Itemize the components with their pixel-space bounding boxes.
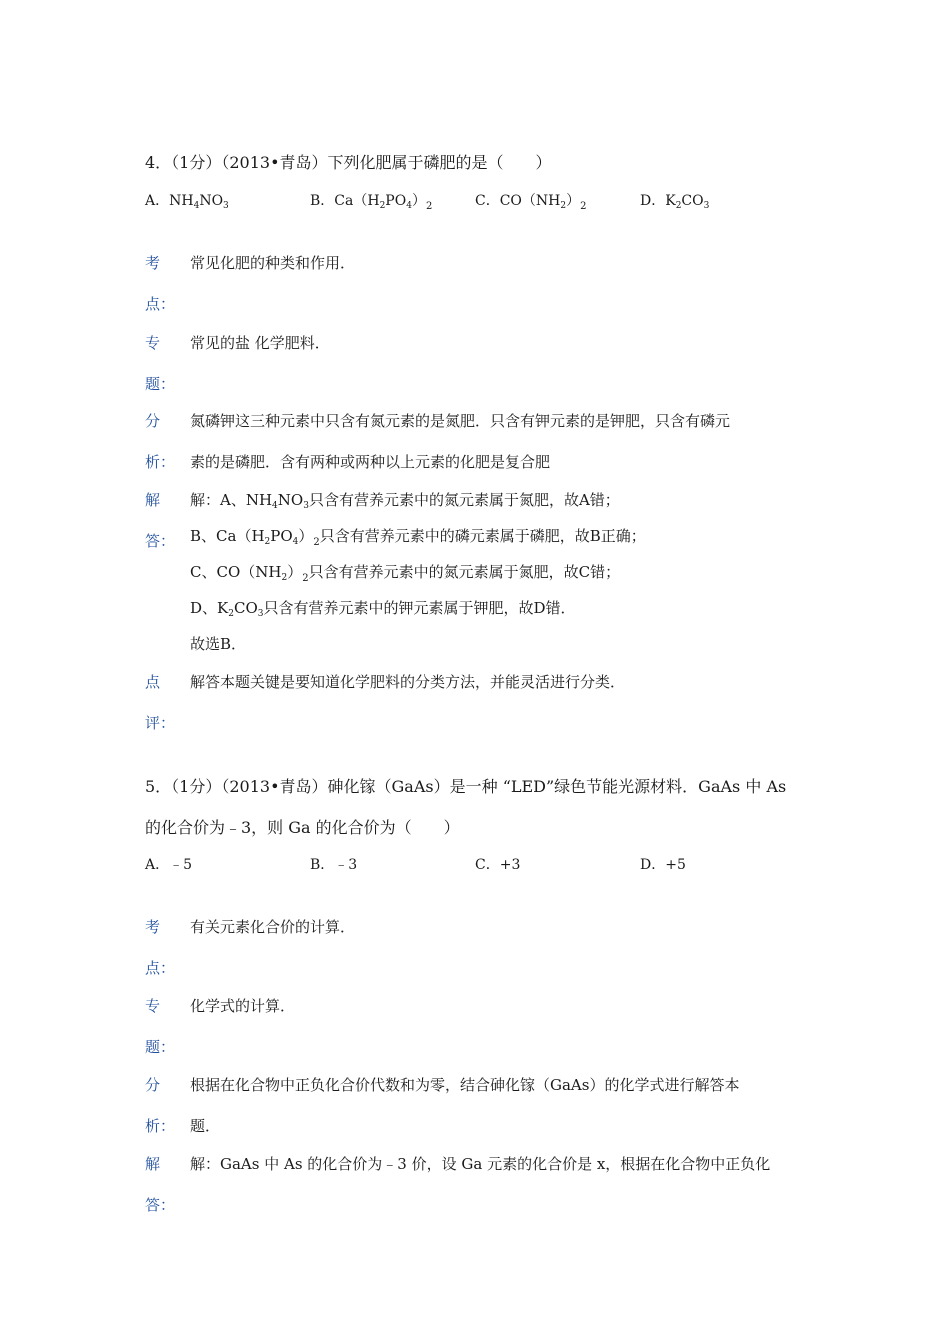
- q4-option-a-text: A．NH: [145, 193, 194, 209]
- q4-jieda-text: 只含有营养元素中的氮元素属于氮肥，故A错；: [308, 491, 620, 509]
- q4-jieda-text: 只含有营养元素中的钾元素属于钾肥，故D错．: [263, 599, 576, 617]
- q4-option-b-text: PO: [385, 193, 407, 209]
- q4-jieda-line-1: [190, 489, 620, 511]
- q4-jieda-sub: 2: [302, 573, 309, 584]
- q4-dianping-label: 评：: [145, 714, 176, 732]
- q4-jieda-text: ）: [298, 527, 314, 545]
- q4-jieda-label: 答：: [145, 532, 176, 550]
- q4-option-b-sub: 2: [425, 201, 433, 212]
- q4-zhuanti-label: 题：: [145, 375, 176, 393]
- q5-jieda-text: 解：GaAs 中 As 的化合价为﹣3 价，设 Ga 元素的化合价是 x，根据在化合物中正负化: [190, 1155, 771, 1173]
- question-5-stem: 的化合价为﹣3，则 Ga 的化合价为（ ）: [145, 818, 460, 837]
- q4-jieda-line-3: [190, 561, 620, 584]
- q4-option-c-sub: 2: [580, 201, 587, 212]
- q4-option-c-sub: 2: [560, 201, 567, 211]
- q4-jieda-sub: 4: [272, 501, 278, 511]
- q4-jieda-sub: 2: [264, 537, 271, 547]
- q4-jieda-text: 只含有营养元素中的磷元素属于磷肥，故B正确；: [319, 527, 646, 545]
- q4-dianping-label: 点: [145, 673, 161, 691]
- q4-jieda-text: 解：A、NH: [190, 491, 273, 509]
- q5-zhuanti-label: 题：: [145, 1038, 176, 1056]
- q5-fenxi-label: 析：: [145, 1117, 176, 1135]
- q5-jieda-label: 答：: [145, 1196, 176, 1214]
- question-5-stem: 5．（1分）（2013•青岛）砷化镓（GaAs）是一种 “LED”绿色节能光源材料．GaAs 中 As: [145, 777, 787, 796]
- q4-jieda-text: C、CO（NH: [190, 563, 282, 581]
- q4-option-d-sub: 3: [703, 201, 710, 211]
- q4-kaodian-label: 考: [145, 254, 161, 272]
- q4-jieda-line-2: [190, 525, 646, 548]
- q4-option-b: [310, 190, 432, 212]
- q4-option-c-text: C．CO（NH: [475, 193, 561, 209]
- q4-zhuanti-label: 专: [145, 334, 161, 352]
- q5-kaodian-label: 点：: [145, 959, 176, 977]
- q5-kaodian-label: 考: [145, 918, 161, 936]
- q4-option-d-sub: 2: [675, 201, 682, 211]
- question-4-stem: 4．（1分）（2013•青岛）下列化肥属于磷肥的是（ ）: [145, 153, 552, 172]
- q4-jieda-sub: 2: [281, 573, 288, 583]
- q5-kaodian-text: 有关元素化合价的计算．: [190, 918, 356, 936]
- q4-jieda-line-4: [190, 597, 576, 619]
- q4-jieda-label: 解: [145, 491, 161, 509]
- q4-option-b-sub: 4: [406, 201, 412, 211]
- q4-option-a-sub: 3: [223, 201, 229, 211]
- q5-fenxi-label: 分: [145, 1076, 161, 1094]
- q4-option-b-text: ）: [411, 193, 426, 209]
- q5-option-a: A．﹣5: [145, 857, 193, 873]
- q5-jieda-label: 解: [145, 1155, 161, 1173]
- q4-jieda-line-5: 故选B．: [190, 635, 247, 653]
- q4-jieda-sub: 3: [303, 501, 309, 511]
- q5-zhuanti-label: 专: [145, 997, 161, 1015]
- q4-jieda-sub: 2: [228, 609, 234, 619]
- q4-jieda-text: D、K: [190, 599, 229, 617]
- q4-kaodian-label: 点：: [145, 295, 176, 313]
- q4-jieda-sub: 4: [292, 537, 299, 547]
- q4-fenxi-text: 素的是磷肥．含有两种或两种以上元素的化肥是复合肥: [190, 453, 551, 471]
- q4-jieda-sub: 2: [313, 537, 320, 548]
- q4-option-a: [145, 190, 229, 211]
- q4-dianping-text: 解答本题关键是要知道化学肥料的分类方法，并能灵活进行分类．: [190, 673, 626, 691]
- q4-jieda-text: ）: [287, 563, 303, 581]
- q5-fenxi-text: 题．: [190, 1117, 221, 1135]
- q5-zhuanti-text: 化学式的计算．: [190, 997, 296, 1015]
- q4-option-c-text: ）: [566, 193, 581, 209]
- q4-jieda-sub: 3: [257, 609, 264, 619]
- q4-option-d-text: CO: [681, 193, 704, 209]
- q5-fenxi-text: 根据在化合物中正负化合价代数和为零，结合砷化镓（GaAs）的化学式进行解答本: [190, 1076, 740, 1094]
- q4-fenxi-text: 氮磷钾这三种元素中只含有氮元素的是氮肥．只含有钾元素的是钾肥，只含有磷元: [190, 412, 731, 430]
- q4-jieda-text: 只含有营养元素中的氮元素属于氮肥，故C错；: [308, 563, 621, 581]
- q4-fenxi-label: 分: [145, 412, 161, 430]
- q4-option-b-sub: 2: [379, 201, 386, 211]
- q4-jieda-text: B、Ca（H: [190, 527, 265, 545]
- q5-option-c: C．+3: [475, 857, 521, 873]
- q4-option-a-text: NO: [199, 193, 224, 209]
- q4-kaodian-text: 常见化肥的种类和作用．: [190, 254, 356, 272]
- q5-option-d: D．+5: [640, 857, 686, 873]
- q4-fenxi-label: 析：: [145, 453, 176, 471]
- q4-option-a-sub: 4: [193, 201, 200, 211]
- q5-option-b: B．﹣3: [310, 857, 358, 873]
- q4-zhuanti-text: 常见的盐 化学肥料．: [190, 334, 330, 352]
- q4-option-d: [640, 190, 709, 211]
- q4-jieda-text: PO: [270, 527, 293, 545]
- q4-option-b-text: B．Ca（H: [310, 193, 380, 209]
- q4-jieda-text: NO: [277, 491, 304, 509]
- q4-jieda-text: CO: [233, 599, 258, 617]
- q4-option-c: [475, 190, 586, 212]
- q4-option-d-text: D．K: [640, 193, 676, 209]
